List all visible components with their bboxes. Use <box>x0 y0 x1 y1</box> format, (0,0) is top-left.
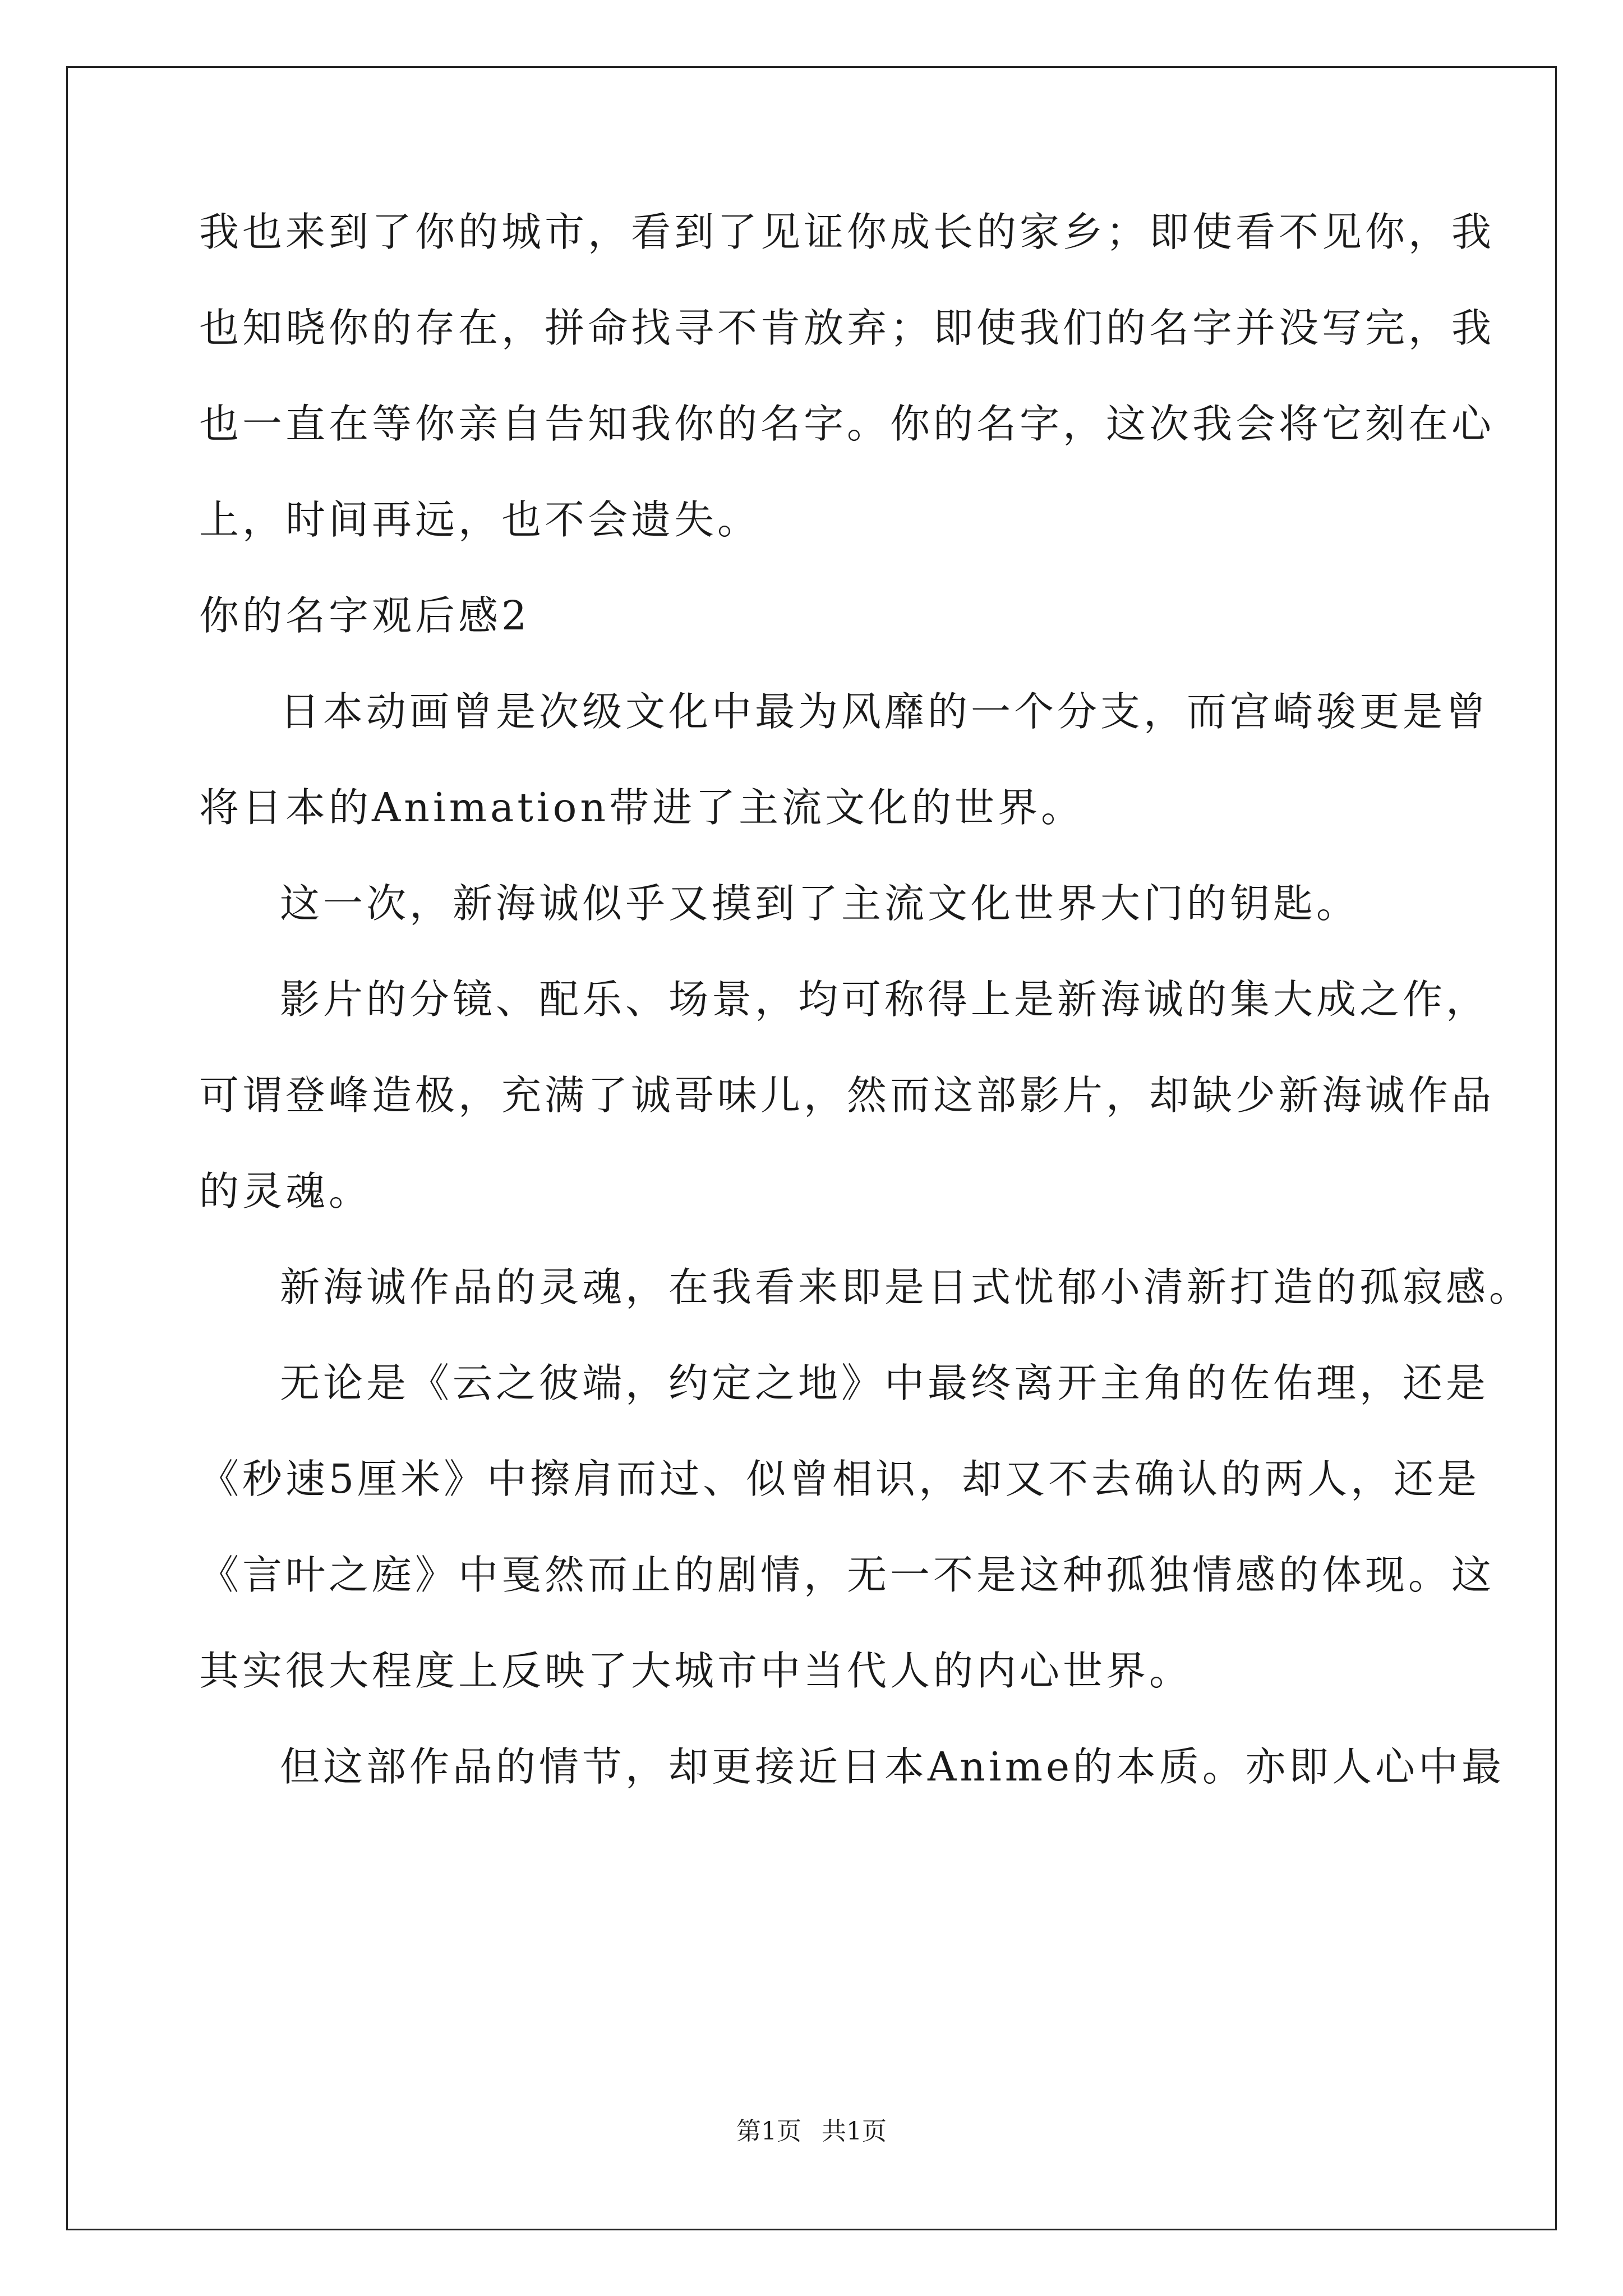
text-line: 也一直在等你亲自告知我你的名字。你的名字，这次我会将它刻在心 <box>199 401 1495 447</box>
text-line: 日本动画曾是次级文化中最为风靡的一个分支，而宫崎骏更是曾 <box>280 688 1490 735</box>
text-line: 无论是《云之彼端，约定之地》中最终离开主角的佐佑理，还是 <box>280 1360 1490 1406</box>
text-line: 的灵魂。 <box>199 1168 372 1214</box>
text-line: 将日本的Animation带进了主流文化的世界。 <box>199 784 1085 831</box>
section-heading: 你的名字观后感2 <box>199 592 531 639</box>
text-line: 也知晓你的存在，拼命找寻不肯放弃；即使我们的名字并没写完，我 <box>199 305 1495 351</box>
text-line: 这一次，新海诚似乎又摸到了主流文化世界大门的钥匙。 <box>280 880 1360 927</box>
page-total: 共1页 <box>822 2117 887 2146</box>
text-line: 但这部作品的情节，却更接近日本Anime的本质。亦即人心中最 <box>280 1743 1505 1790</box>
text-line: 其实很大程度上反映了大城市中当代人的内心世界。 <box>199 1648 1193 1694</box>
page-number: 第1页 <box>736 2117 801 2146</box>
text-line: 影片的分镜、配乐、场景，均可称得上是新海诚的集大成之作， <box>280 976 1490 1023</box>
text-line: 《言叶之庭》中戛然而止的剧情，无一不是这种孤独情感的体现。这 <box>199 1552 1495 1598</box>
text-line: 我也来到了你的城市，看到了见证你成长的家乡；即使看不见你，我 <box>199 209 1495 255</box>
text-line: 新海诚作品的灵魂，在我看来即是日式忧郁小清新打造的孤寂感。 <box>280 1264 1533 1310</box>
text-line: 《秒速5厘米》中擦肩而过、似曾相识，却又不去确认的两人，还是 <box>199 1456 1481 1502</box>
text-line: 上，时间再远，也不会遗失。 <box>199 496 761 543</box>
document-body <box>199 209 1533 1843</box>
text-line: 可谓登峰造极，充满了诚哥味儿，然而这部影片，却缺少新海诚作品 <box>199 1072 1495 1119</box>
page-footer <box>0 2118 1623 2146</box>
